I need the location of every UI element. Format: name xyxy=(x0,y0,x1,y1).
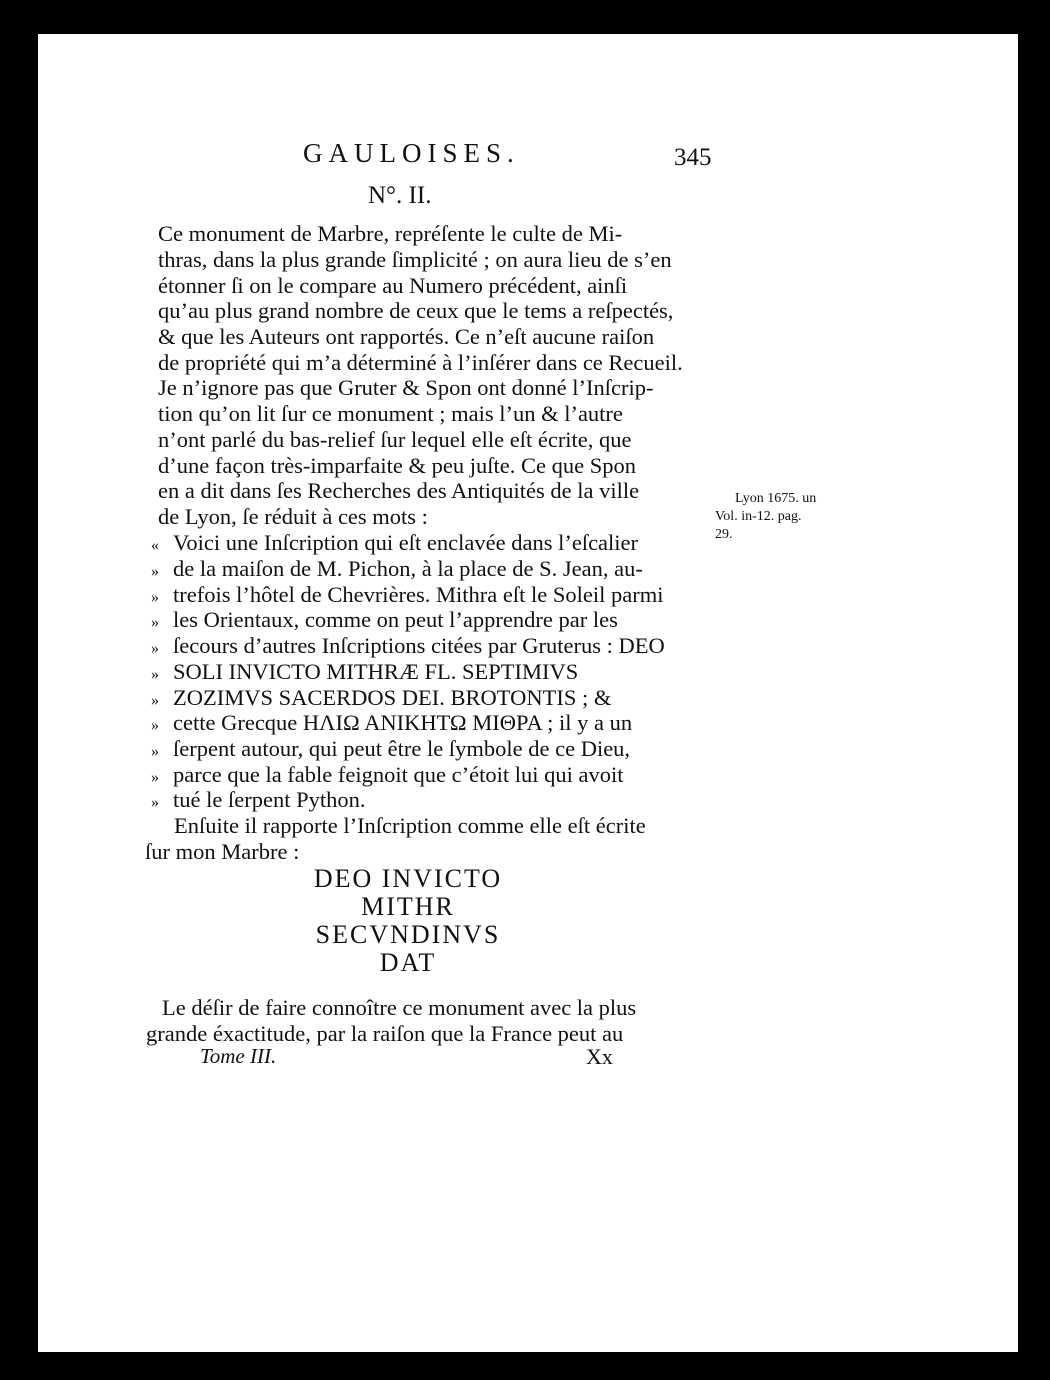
quote-mark: » xyxy=(151,640,159,657)
quote-mark: » xyxy=(151,769,159,786)
body-line: & que les Auteurs ont rapportés. Ce n’eſt aucune raiſon xyxy=(158,324,655,349)
body-line: n’ont parlé du bas-relief ſur lequel elle eſt écrite, que xyxy=(158,427,632,452)
margin-note-line: Lyon 1675. un xyxy=(735,491,817,506)
inscription-line: DAT xyxy=(379,948,437,977)
quote-text: cette Grecque ΗΛΙΩ ΑΝΙΚΗΤΩ ΜΙΘΡΑ ; il y a un xyxy=(173,710,633,735)
quote-mark: » xyxy=(151,563,159,580)
inscription-block xyxy=(168,864,648,984)
body-line: qu’au plus grand nombre de ceux que le tems a reſpectés, xyxy=(158,298,674,323)
quote-text: tué le ſerpent Python. xyxy=(173,787,366,812)
inscription-line: MITHR xyxy=(361,892,455,921)
quote-line xyxy=(151,685,611,713)
body-line: Le déſir de faire connoître ce monument avec la plus xyxy=(162,995,637,1020)
quote-line xyxy=(151,762,623,790)
body-line: étonner ſi on le compare au Numero précédent, ainſi xyxy=(158,273,628,298)
body-line: Enſuite il rapporte l’Inſcription comme elle eſt écrite xyxy=(174,813,646,838)
quote-text: Voici une Inſcription qui eſt enclavée dans l’eſcalier xyxy=(173,530,639,555)
footer-signature: Xx xyxy=(586,1044,613,1069)
body-line: de Lyon, ſe réduit à ces mots : xyxy=(158,504,428,529)
quote-line xyxy=(151,633,665,661)
body-line: thras, dans la plus grande ſimplicité ; on aura lieu de s’en xyxy=(158,247,672,272)
quote-text: les Orientaux, comme on peut l’apprendre par les xyxy=(173,607,618,632)
inscription-line: SECVNDINVS xyxy=(315,920,501,949)
page-number: 345 xyxy=(674,144,712,171)
body-line: ſur mon Marbre : xyxy=(145,839,300,864)
body-line: en a dit dans ſes Recherches des Antiquités de la ville xyxy=(158,478,640,503)
quote-mark: » xyxy=(151,794,159,811)
body-line: d’une façon très-imparfaite & peu juſte. Ce que Spon xyxy=(158,453,636,478)
section-title: N°. II. xyxy=(368,182,432,209)
quote-mark: » xyxy=(151,589,159,606)
quote-mark: » xyxy=(151,614,159,631)
running-head: GAULOISES. xyxy=(303,138,520,168)
body-line: grande éxactitude, par la raiſon que la France peut au xyxy=(146,1021,624,1046)
quote-text: ſecours d’autres Inſcriptions citées par Gruterus : DEO xyxy=(173,633,665,658)
quote-line xyxy=(151,710,632,738)
quote-line xyxy=(151,607,618,635)
margin-note-line: Vol. in-12. pag. xyxy=(715,509,802,524)
body-line: tion qu’on lit ſur ce monument ; mais l’un & l’autre xyxy=(158,401,623,426)
quote-line xyxy=(151,556,643,584)
quote-text: SOLI INVICTO MITHRÆ FL. SEPTIMIVS xyxy=(173,659,579,684)
quote-line xyxy=(151,582,664,610)
quote-mark: « xyxy=(151,537,159,554)
inscription-line: DEO INVICTO xyxy=(313,864,503,893)
quote-text: trefois l’hôtel de Chevrières. Mithra eſt le Soleil parmi xyxy=(173,582,664,607)
quote-line xyxy=(151,736,630,764)
quote-text: ZOZIMVS SACERDOS DEI. BROTONTIS ; & xyxy=(173,685,612,710)
body-line: Je n’ignore pas que Gruter & Spon ont donné l’Inſcrip- xyxy=(158,375,654,400)
quote-line xyxy=(151,659,578,687)
quote-mark: » xyxy=(151,692,159,709)
footer-tome: Tome III. xyxy=(200,1044,277,1068)
body-line: de propriété qui m’a déterminé à l’inſérer dans ce Recueil. xyxy=(158,350,683,375)
margin-note-line: 29. xyxy=(715,527,733,542)
quote-mark: » xyxy=(151,666,159,683)
body-line: Ce monument de Marbre, repréſente le culte de Mi- xyxy=(158,221,623,246)
quote-line xyxy=(151,530,638,558)
quote-mark: » xyxy=(151,717,159,734)
quote-text: de la maiſon de M. Pichon, à la place de S. Jean, au- xyxy=(173,556,643,581)
quote-text: parce que la fable feignoit que c’étoit lui qui avoit xyxy=(173,762,624,787)
quote-line xyxy=(151,787,365,815)
quote-mark: » xyxy=(151,743,159,760)
book-page xyxy=(38,34,1018,1352)
quote-text: ſerpent autour, qui peut être le ſymbole de ce Dieu, xyxy=(173,736,631,761)
